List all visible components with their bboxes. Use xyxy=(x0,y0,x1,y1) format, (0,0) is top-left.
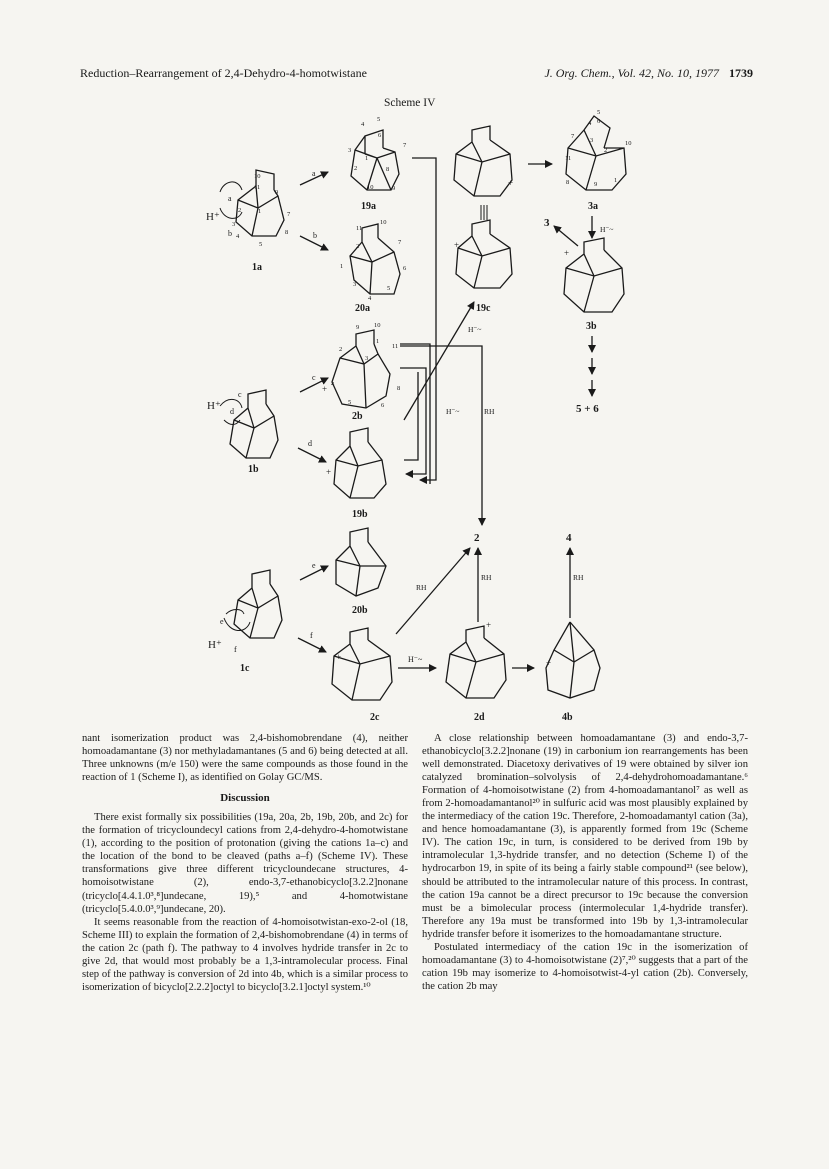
structure-2b xyxy=(332,330,390,408)
proton-1c: H⁺ xyxy=(208,639,222,651)
label-20a: 20a xyxy=(355,303,370,314)
structure-20a xyxy=(350,224,400,294)
structure-19a xyxy=(351,130,399,190)
structure-19b xyxy=(334,428,386,498)
paragraph: Postulated intermediacy of the cation 19c in the isomerization of homoadamantane (3) to 4-homoisotwistane (2)⁷,²⁰ suggests that a part of the cation 19b may isomerize to 4-homoisotwist-4-yl cation (2b). Conversely, the cation 2b may xyxy=(422,941,748,992)
atom-label: 8 xyxy=(397,385,401,392)
atom-label: 10 xyxy=(374,322,381,329)
path-f-label: f xyxy=(310,631,313,640)
atom-label: 4 xyxy=(588,120,592,127)
svg-text:+: + xyxy=(508,178,514,188)
atom-label: 7 xyxy=(403,142,407,149)
label-2d: 2d xyxy=(474,712,485,723)
path-c-label: c xyxy=(312,373,316,382)
label-1c: 1c xyxy=(240,663,250,674)
atom-label: 10 xyxy=(380,219,387,226)
atom-label: 2 xyxy=(339,346,343,353)
label-1a: 1a xyxy=(252,262,262,273)
atom-label: 10 xyxy=(367,184,374,191)
journal-name: J. Org. Chem., Vol. 42, No. 10, 1977 xyxy=(544,66,719,80)
atom-label: 1 xyxy=(258,208,262,215)
structure-4b xyxy=(546,622,600,698)
rh-2c: RH xyxy=(416,583,427,592)
svg-text:+: + xyxy=(546,658,552,668)
atom-label: 1 xyxy=(365,155,369,162)
path-e-label: e xyxy=(312,561,316,570)
path-e-curve: e xyxy=(220,617,224,626)
product-2-bottom: 2 xyxy=(474,532,480,544)
paragraph: nant isomerization product was 2,4-bishomobrendane (4), neither homoadamantane (3) nor methyladamantanes (5 and 6) being detected at all. Three unknowns (m/e 150) were the same compounds as those found in the reaction of 1 (Scheme I), as identified on Golay GC/MS. xyxy=(82,733,408,784)
label-1b: 1b xyxy=(248,464,259,475)
path-a-curve: a xyxy=(228,194,232,203)
atom-label: 1 xyxy=(340,263,344,270)
atom-label: 9 xyxy=(356,324,360,331)
atom-label: 3 xyxy=(232,221,236,228)
atom-label: 7 xyxy=(287,211,291,218)
structure-1b xyxy=(220,390,278,458)
svg-text:+: + xyxy=(322,384,328,394)
atom-label: 3 xyxy=(353,281,357,288)
atom-label: 11 xyxy=(254,184,261,191)
atom-label: 4 xyxy=(236,233,240,240)
atom-label: 2 xyxy=(604,147,608,154)
atom-label: 3 xyxy=(348,147,352,154)
structure-1a xyxy=(220,170,284,236)
atom-label: 11 xyxy=(392,343,399,350)
label-2c: 2c xyxy=(370,712,380,723)
label-4b: 4b xyxy=(562,712,573,723)
paragraph: A close relationship between homoadamantane (3) and endo-3,7-ethanobicyclo[3.2.2]nonane (19) in carbonium ion rearrangements has been well demonstrated. Diacetoxy derivatives of 19 were obtained by silver ion catalyzed bromination–solvolysis of 2,4-dehydrohomoadamantane.⁶ Formation of 4-homoisotwistane (2) from 4-homoadamantanol⁷ as well as from 2-homoadamantanol²⁰ in sulfuric acid was most plausibly explained by the intermediacy of the cation 19c. Therefore, 2-homoadamantyl cation (3a), and hence homoadamantane (3), is apparently formed from 19c (Scheme IV). The cation 19c, in turn, is considered to be derived from 19b by intramolecular 1,3-hydride transfer, and no detection (Scheme I) of the hydrocarbon 19, in spite of its being a fairly stable compound²¹ (see below), should be attributed to the intramolecular nature of this process. In contrast, the cation 19a cannot be a direct precursor to 19c because the conversion must be a bimolecular process (intermolecular 1,4-hydride transfer). Therefore any 19a must be transformed into 19b by 1,3-intramolecular hydride transfer before it isomerizes to the homoadamantane structure. xyxy=(422,733,748,940)
label-2b: 2b xyxy=(352,411,363,422)
atom-label: 2 xyxy=(238,207,242,214)
atom-label: 5 xyxy=(387,285,391,292)
path-b-label: b xyxy=(313,231,317,240)
atom-label: 9 xyxy=(594,181,598,188)
path-f-curve: f xyxy=(234,645,237,654)
rh-2d: RH xyxy=(481,573,492,582)
product-4: 4 xyxy=(566,532,572,544)
svg-text:+: + xyxy=(454,240,460,250)
atom-label: 5 xyxy=(597,109,601,116)
path-d-label: d xyxy=(308,439,312,448)
rh-4b: RH xyxy=(573,573,584,582)
atom-label: 2 xyxy=(354,165,358,172)
svg-text:+: + xyxy=(564,248,570,258)
paragraph: There exist formally six possibilities (19a, 20a, 2b, 19b, 20b, and 2c) for the formation of tricycloundecyl cations from 2,4-dehydro-4-homotwistane (1), according to the position of protonation (giving the cations 1a–c) and the location of the bond to be cleaved (paths a–f) (Scheme IV). These transformations give three different tricycloundecane structures, 4-homoisotwistane (2), endo-3,7-ethanobicyclo[3.2.2]nonane (tricyclo[4.4.1.0³,⁸]undecane, 19),⁵ and 4-homotwistane (tricyclo[5.4.0.0³,⁹]undecane, 20). xyxy=(82,812,408,915)
hydride-19b-19c: H⁻~ xyxy=(468,325,482,334)
hydride-3a-3b: H⁻~ xyxy=(600,225,614,234)
atom-label: 8 xyxy=(566,179,570,186)
atom-label: 8 xyxy=(386,166,390,173)
atom-label: 7 xyxy=(398,239,402,246)
atom-label: 11 xyxy=(565,155,572,162)
product-5-6: 5 + 6 xyxy=(576,403,599,415)
hydride-2b: H⁻~ xyxy=(446,407,460,416)
path-c-curve: c xyxy=(238,390,242,399)
atom-label: 9 xyxy=(275,189,279,196)
page-number: 1739 xyxy=(729,66,753,80)
structure-2c xyxy=(332,628,392,700)
label-20b: 20b xyxy=(352,605,368,616)
scheme-title: Scheme IV xyxy=(384,97,436,109)
svg-text:+: + xyxy=(336,652,342,662)
label-19a: 19a xyxy=(361,201,376,212)
structure-19c xyxy=(456,220,512,288)
atom-label: 1 xyxy=(614,177,618,184)
structure-19c-upper xyxy=(454,126,512,196)
label-19b: 19b xyxy=(352,509,368,520)
atom-label: 3 xyxy=(590,137,594,144)
product-3: 3 xyxy=(544,217,550,229)
atom-label: 4 xyxy=(331,381,335,388)
svg-text:+: + xyxy=(486,620,492,630)
label-3a: 3a xyxy=(588,201,598,212)
atom-label: 7 xyxy=(571,133,575,140)
label-3b: 3b xyxy=(586,321,597,332)
proton-1b: H⁺ xyxy=(207,400,221,412)
running-title: Reduction–Rearrangement of 2,4-Dehydro-4-homotwistane xyxy=(80,66,367,80)
atom-label: 5 xyxy=(348,399,352,406)
path-a-label: a xyxy=(312,169,316,178)
hydride-2c-2d: H⁻~ xyxy=(408,655,423,664)
atom-label: 2 xyxy=(356,243,360,250)
structure-3b xyxy=(564,238,624,312)
atom-label: 5 xyxy=(259,241,263,248)
rh-2b: RH xyxy=(484,407,495,416)
atom-label: 4 xyxy=(361,121,365,128)
atom-label: 11 xyxy=(356,225,363,232)
structure-2d xyxy=(446,626,506,698)
left-column xyxy=(82,732,408,994)
atom-label: 1 xyxy=(376,338,380,345)
right-column xyxy=(422,732,748,993)
atom-label: 5 xyxy=(377,116,381,123)
atom-label: 3 xyxy=(365,355,369,362)
atom-label: 4 xyxy=(368,295,372,302)
svg-text:+: + xyxy=(326,467,332,477)
atom-label: 10 xyxy=(625,140,632,147)
paragraph: It seems reasonable from the reaction of 4-homoisotwistan-exo-2-ol (18, Scheme III) to explain the formation of 2,4-bishomobrendane (4) in terms of the cation 2c (path f). The pathway to 4 involves hydride transfer in 2c to give 2d, that would most probably be a 1,3-intramolecular process. Final step of the pathway is conversion of 2d into 4b, which is a similar process to isomerization of bicyclo[2.2.2]octyl to bicyclo[3.2.1]octyl system.¹⁰ xyxy=(82,916,408,993)
atom-label: 10 xyxy=(254,173,261,180)
atom-label: 6 xyxy=(381,402,385,409)
atom-label: 6 xyxy=(597,118,601,125)
path-b-curve: b xyxy=(228,229,232,238)
atom-label: 6 xyxy=(378,132,382,139)
path-d-curve: d xyxy=(230,407,234,416)
structure-1c xyxy=(224,570,282,638)
label-19c: 19c xyxy=(476,303,491,314)
structure-20b xyxy=(336,528,386,596)
atom-label: 9 xyxy=(392,185,396,192)
section-heading-discussion: Discussion xyxy=(220,792,270,805)
atom-label: 6 xyxy=(403,265,407,272)
proton-1a: H⁺ xyxy=(206,211,220,223)
atom-label: 8 xyxy=(285,229,289,236)
